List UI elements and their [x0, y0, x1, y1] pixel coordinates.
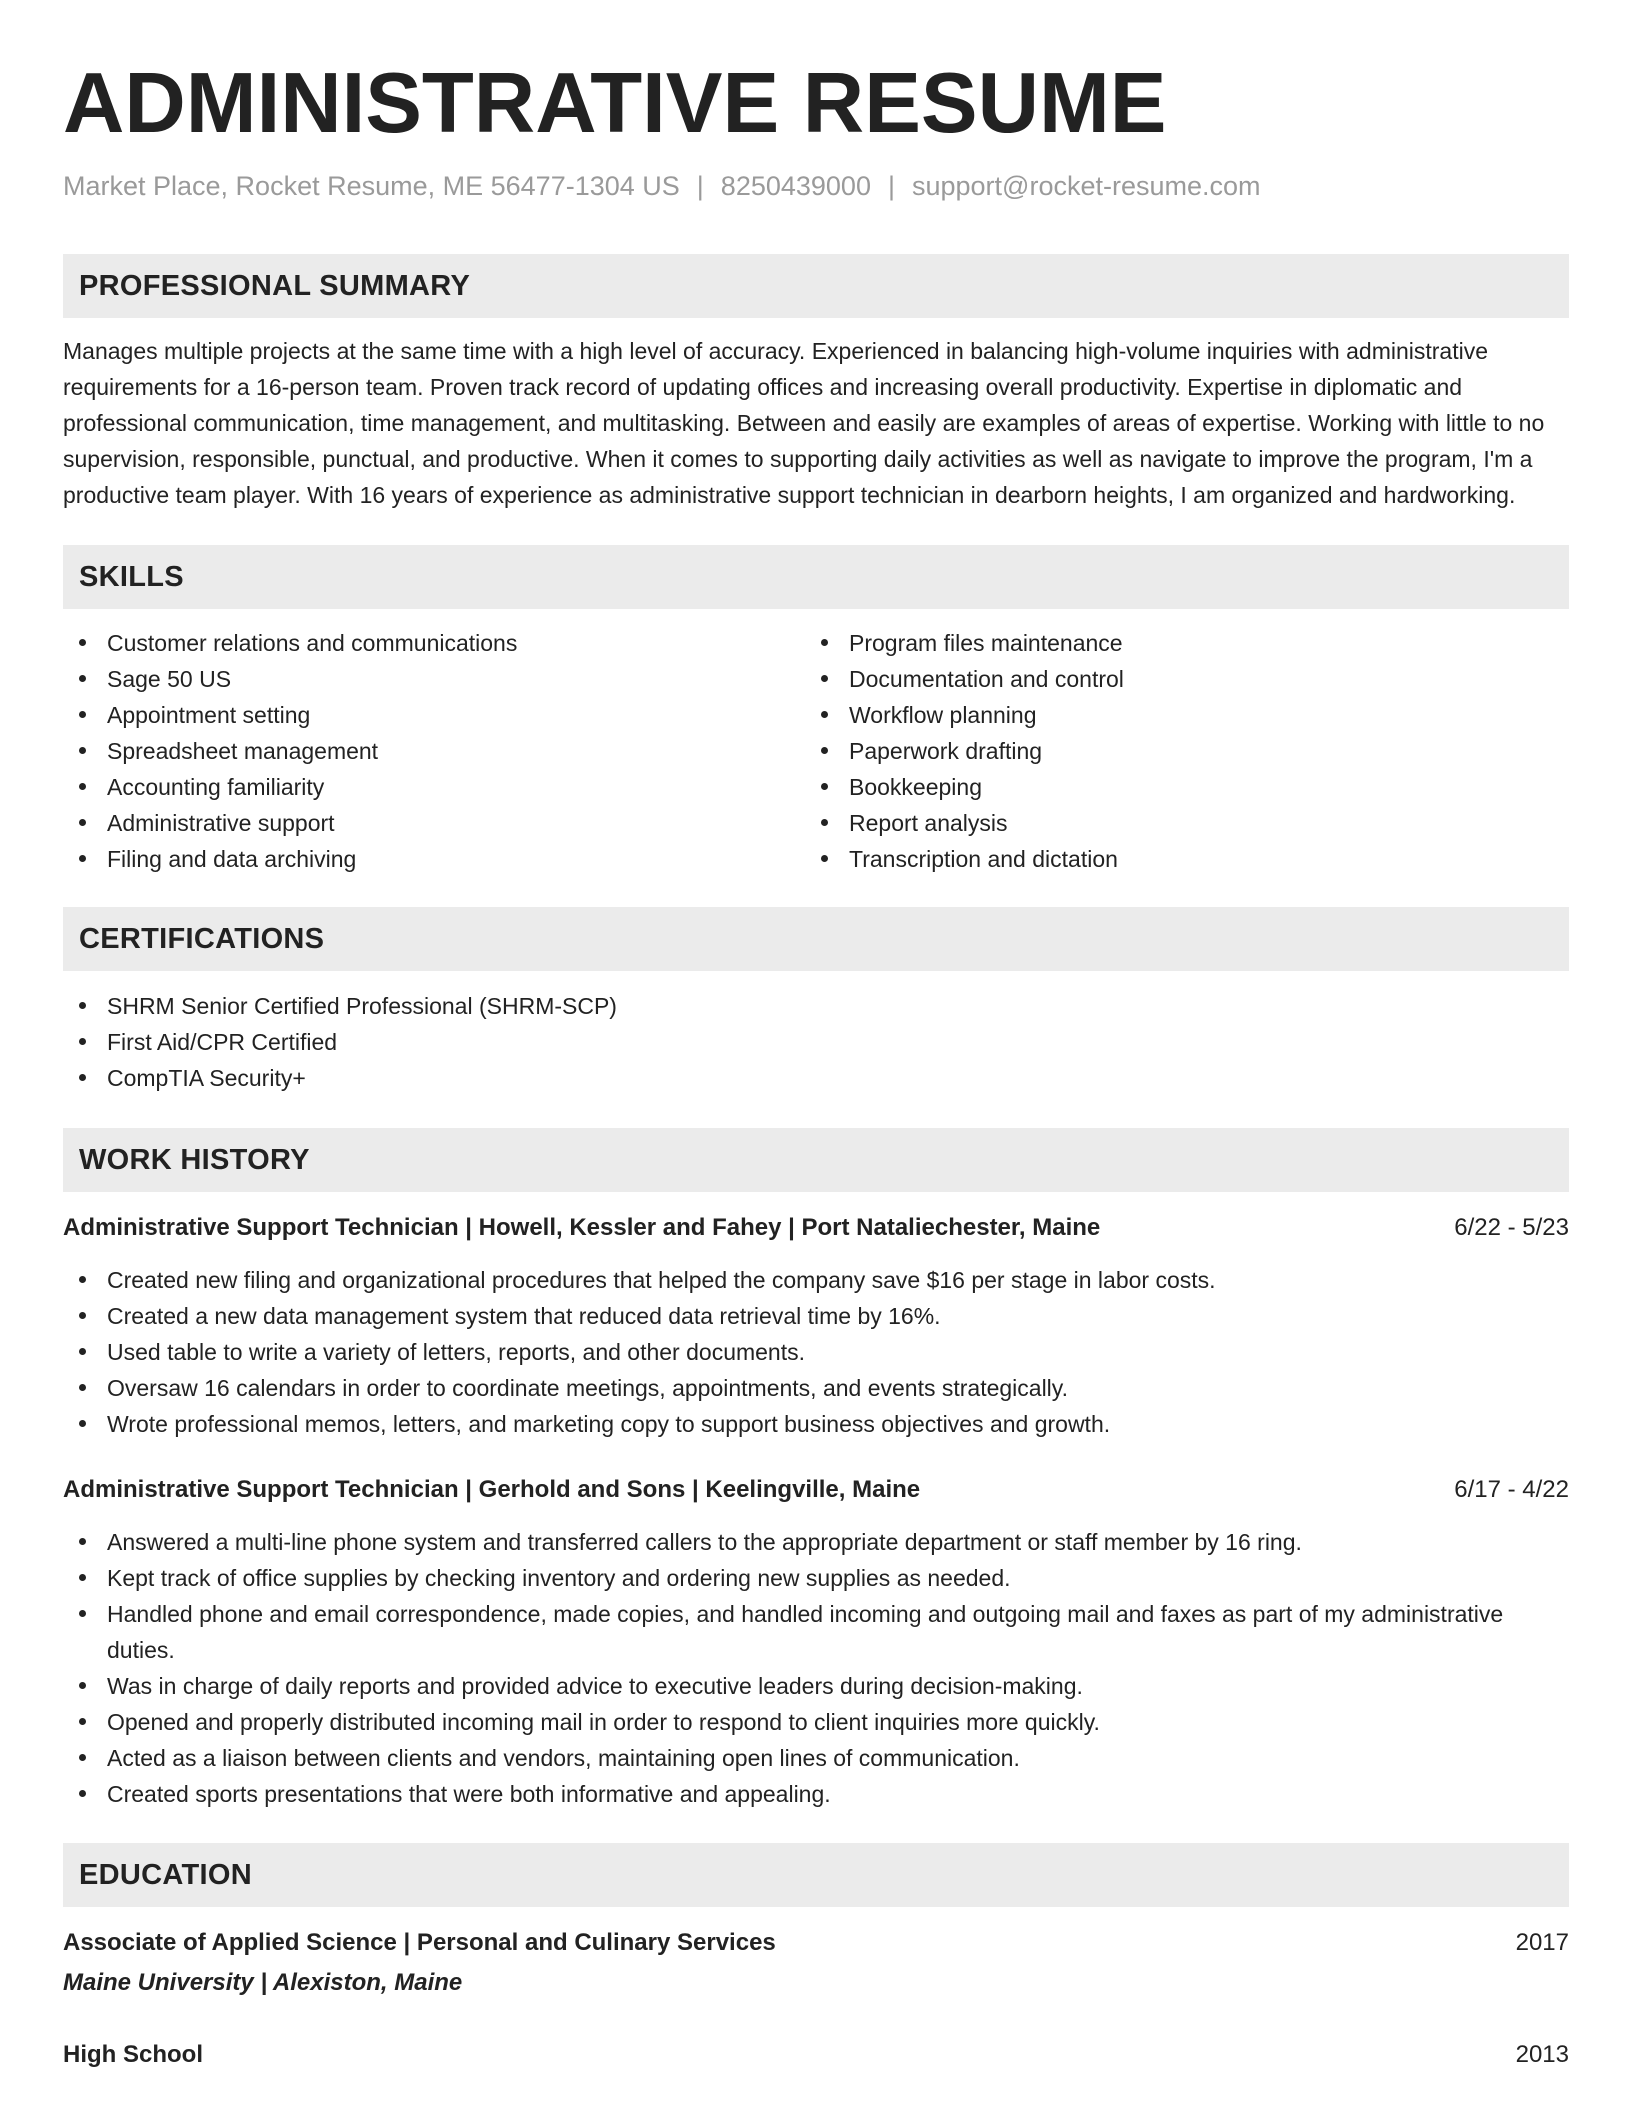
bullet-icon: [79, 855, 86, 862]
list-item: [63, 1668, 1569, 1704]
bullet-icon: [79, 1610, 86, 1617]
education-heading-row: [63, 1925, 1569, 1961]
bullet-icon: [821, 675, 828, 682]
education-school: Maine University | Alexiston, Maine: [63, 1969, 463, 1996]
list-item-text: Handled phone and email correspondence, made copies, and handled incoming and outgoing mail and faxes as part of my administrative duties.: [107, 1601, 1504, 1663]
bullet-icon: [79, 639, 86, 646]
summary-text: Manages multiple projects at the same time with a high level of accuracy. Experienced in balancing high-volume inquiries with administrative requirements for a 16-person team. Proven track record of updating offices and increasing overall productivity. Expertise in diplomatic and professional communication, time management, and multitasking. Between and easily are examples of areas of expertise. Working with little to no supervision, responsible, punctual, and productive. When it comes to supporting daily activities as well as navigate to improve the program, I'm a productive team player. With 16 years of experience as administrative support technician in dearborn heights, I am organized and hardworking.: [63, 338, 1545, 508]
section-header-skills: [63, 545, 1569, 609]
resume-name: ADMINISTRATIVE RESUME: [63, 56, 1167, 151]
bullet-icon: [79, 1038, 86, 1045]
list-item-text: Spreadsheet management: [107, 738, 379, 764]
list-item: [63, 1776, 1569, 1812]
list-item: [63, 1024, 1569, 1060]
section-title: CERTIFICATIONS: [79, 922, 325, 955]
education-degree: High School: [63, 2041, 203, 2068]
job-heading: Administrative Support Technician | Gerhold and Sons | Keelingville, Maine: [63, 1476, 921, 1503]
list-item-text: Created sports presentations that were both informative and appealing.: [107, 1781, 831, 1807]
list-item: [63, 733, 805, 769]
skills-column-right: [805, 625, 1547, 877]
bullet-icon: [79, 711, 86, 718]
section-title: PROFESSIONAL SUMMARY: [79, 269, 471, 302]
list-item: [805, 625, 1547, 661]
bullet-icon: [79, 1682, 86, 1689]
education-heading-row: [63, 2037, 1569, 2073]
list-item-text: Acted as a liaison between clients and vendors, maintaining open lines of communication.: [107, 1745, 1020, 1771]
list-item: [63, 625, 805, 661]
contact-separator: |: [696, 171, 704, 201]
bullet-icon: [79, 1312, 86, 1319]
list-item-text: Transcription and dictation: [849, 846, 1118, 872]
section-header-summary: [63, 254, 1569, 318]
list-item: [63, 1596, 1569, 1668]
bullet-icon: [79, 1074, 86, 1081]
list-item-text: Wrote professional memos, letters, and marketing copy to support business objectives and growth.: [107, 1411, 1111, 1437]
list-item: [805, 841, 1547, 877]
list-item-text: Administrative support: [107, 810, 335, 836]
job-entry: [63, 1210, 1569, 1442]
list-item-text: Was in charge of daily reports and provided advice to executive leaders during decision-making.: [107, 1673, 1083, 1699]
list-item-text: Appointment setting: [107, 702, 311, 728]
list-item: [63, 1370, 1569, 1406]
list-item: [63, 1298, 1569, 1334]
certifications-list: [63, 988, 1569, 1096]
list-item: [63, 697, 805, 733]
list-item: [63, 1740, 1569, 1776]
bullet-icon: [79, 819, 86, 826]
list-item-text: Bookkeeping: [849, 774, 982, 800]
contact-email: support@rocket-resume.com: [911, 171, 1261, 201]
education-year: 2013: [1515, 2041, 1569, 2068]
list-item-text: Created a new data management system that reduced data retrieval time by 16%.: [107, 1303, 941, 1329]
list-item: [63, 1560, 1569, 1596]
section-header-work-history: [63, 1128, 1569, 1192]
bullet-icon: [821, 855, 828, 862]
bullet-icon: [79, 1276, 86, 1283]
list-item: [63, 1334, 1569, 1370]
list-item: [805, 769, 1547, 805]
section-header-education: [63, 1843, 1569, 1907]
bullet-icon: [79, 1754, 86, 1761]
list-item: [63, 1704, 1569, 1740]
list-item-text: Customer relations and communications: [107, 630, 518, 656]
list-item-text: Filing and data archiving: [107, 846, 357, 872]
section-title: SKILLS: [79, 560, 184, 593]
job-heading-row: [63, 1472, 1569, 1508]
list-item: [63, 1406, 1569, 1442]
list-item-text: First Aid/CPR Certified: [107, 1029, 338, 1055]
list-item-text: Report analysis: [849, 810, 1008, 836]
list-item: [805, 661, 1547, 697]
job-entry: [63, 1472, 1569, 1812]
job-heading: Administrative Support Technician | Howell, Kessler and Fahey | Port Nataliechester, Maine: [63, 1214, 1101, 1241]
bullet-icon: [821, 783, 828, 790]
bullet-icon: [79, 1574, 86, 1581]
list-item-text: CompTIA Security+: [107, 1065, 306, 1091]
education-entry: [63, 1925, 1569, 2001]
list-item-text: SHRM Senior Certified Professional (SHRM-SCP): [107, 993, 617, 1019]
bullet-icon: [79, 1002, 86, 1009]
bullet-icon: [79, 1718, 86, 1725]
skills-grid: [63, 625, 1569, 877]
bullet-icon: [79, 675, 86, 682]
list-item-text: Used table to write a variety of letters, reports, and other documents.: [107, 1339, 806, 1365]
list-item-text: Oversaw 16 calendars in order to coordinate meetings, appointments, and events strategically.: [107, 1375, 1068, 1401]
list-item-text: Answered a multi-line phone system and transferred callers to the appropriate department or staff member by 16 ring.: [107, 1529, 1302, 1555]
list-item-text: Workflow planning: [849, 702, 1037, 728]
job-heading-row: [63, 1210, 1569, 1246]
list-item: [63, 805, 805, 841]
bullet-icon: [79, 783, 86, 790]
list-item: [63, 988, 1569, 1024]
list-item: [63, 1524, 1569, 1560]
list-item-text: Program files maintenance: [849, 630, 1123, 656]
list-item-text: Accounting familiarity: [107, 774, 325, 800]
education-degree: Associate of Applied Science | Personal and Culinary Services: [63, 1929, 776, 1956]
list-item: [805, 805, 1547, 841]
list-item-text: Paperwork drafting: [849, 738, 1043, 764]
section-title: WORK HISTORY: [79, 1143, 310, 1176]
bullet-icon: [79, 1538, 86, 1545]
skills-list-right: [805, 625, 1547, 877]
job-dates: 6/17 - 4/22: [1454, 1476, 1569, 1503]
list-item: [63, 1262, 1569, 1298]
list-item: [63, 769, 805, 805]
bullet-icon: [79, 1790, 86, 1797]
bullet-icon: [79, 1420, 86, 1427]
list-item: [805, 733, 1547, 769]
list-item: [63, 661, 805, 697]
contact-address: Market Place, Rocket Resume, ME 56477-1304 US: [63, 171, 680, 201]
bullet-icon: [821, 711, 828, 718]
bullet-icon: [79, 1384, 86, 1391]
list-item-text: Created new filing and organizational procedures that helped the company save $16 per stage in labor costs.: [107, 1267, 1216, 1293]
job-dates: 6/22 - 5/23: [1454, 1214, 1569, 1241]
skills-column-left: [63, 625, 805, 877]
list-item-text: Sage 50 US: [107, 666, 232, 692]
bullet-icon: [821, 747, 828, 754]
list-item: [805, 697, 1547, 733]
bullet-icon: [79, 747, 86, 754]
job-bullets: [63, 1262, 1569, 1442]
bullet-icon: [821, 819, 828, 826]
contact-line: [63, 168, 1569, 204]
section-title: EDUCATION: [79, 1858, 252, 1891]
list-item: [63, 1060, 1569, 1096]
education-year: 2017: [1515, 1929, 1569, 1956]
skills-list-left: [63, 625, 805, 877]
job-bullets: [63, 1524, 1569, 1812]
list-item-text: Kept track of office supplies by checking inventory and ordering new supplies as needed.: [107, 1565, 1011, 1591]
list-item-text: Opened and properly distributed incoming mail in order to respond to client inquiries more quickly.: [107, 1709, 1100, 1735]
education-entry: [63, 2037, 1569, 2073]
bullet-icon: [79, 1348, 86, 1355]
list-item: [63, 841, 805, 877]
section-header-certifications: [63, 907, 1569, 971]
contact-separator: |: [887, 171, 895, 201]
contact-phone: 8250439000: [720, 171, 871, 201]
bullet-icon: [821, 639, 828, 646]
list-item-text: Documentation and control: [849, 666, 1124, 692]
